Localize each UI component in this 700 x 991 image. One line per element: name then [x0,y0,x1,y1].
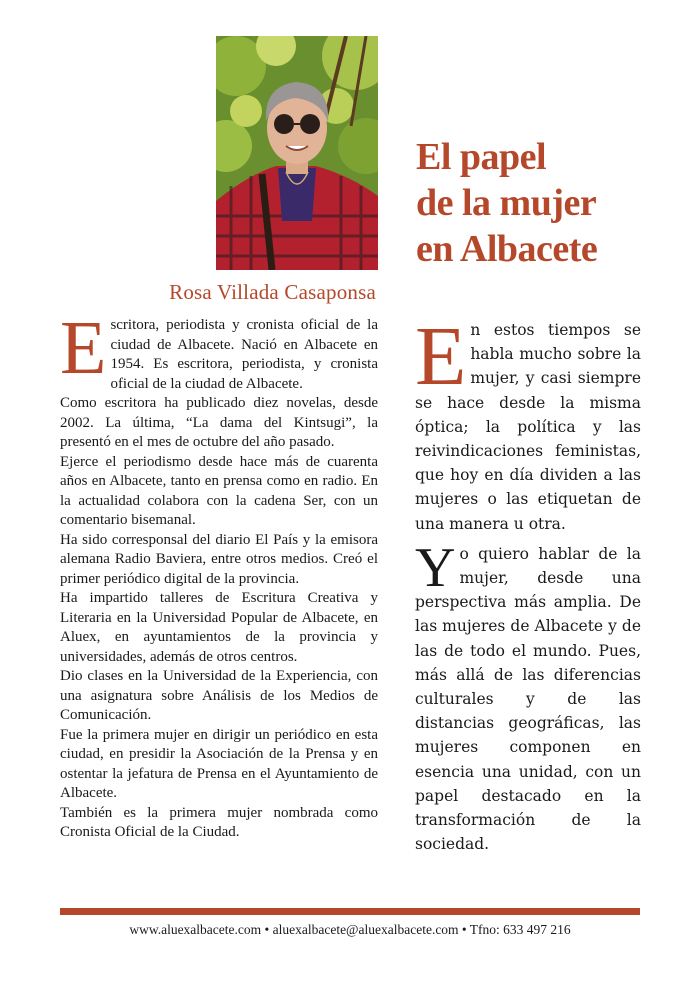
bio-intro-text: scritora, periodista y cronista oficial de la ciudad de Albacete. Nació en Albacete en 1954. Es escritora, periodista, y cronista oficial de la ciudad de Albacete. [110,317,378,392]
bio-paragraph: Como escritora ha publicado diez novelas, desde 2002. La última, “La dama del Kintsugi”, la presentó en el mes de octubre del año pasado. [60,395,378,450]
title-line-2: de la mujer [416,182,597,224]
body-paragraph-2-text: o quiero hablar de la mujer, desde una perspectiva más amplia. De las mujeres de Albacete y de las de todo el mundo. Pues, más allá de las diferencias culturales y de las distancias geográficas, las mujeres componen en esencia una unidad, con un papel destacado en la transformación de la sociedad. [415,544,641,854]
footer-contact: www.aluexalbacete.com • aluexalbacete@aluexalbacete.com • Tfno: 633 497 216 [129,922,571,937]
body-dropcap-1: E [415,310,467,403]
article-body [415,310,641,856]
title-line-3: en Albacete [416,228,598,270]
body-paragraph-1 [415,310,641,536]
body-paragraph-2 [415,536,641,857]
bio-paragraph: Ha sido corresponsal del diario El País y la emisora alemana Radio Baviera, entre otros medios. Creó el primer periódico digital de la provincia. [60,531,378,587]
body-paragraph-1-text: n estos tiempos se habla mucho sobre la mujer, y casi siempre se hace desde la misma óptica; la política y las reivindicaciones feministas, que hoy en día dividen a las mujeres o las etiquetan de una manera u otra. [415,321,641,533]
bio-dropcap: E [60,306,107,390]
title-line-1: El papel [416,136,547,178]
bio-paragraph: También es la primera mujer nombrada como Cronista Oficial de la Ciudad. [60,804,378,840]
bio-paragraph: Fue la primera mujer en dirigir un periódico en esta ciudad, en presidir la Asociación de la Prensa y en ostentar la jefatura de Prensa en el Ayuntamiento de Albacete. [60,726,378,801]
author-photo [216,36,378,270]
article-title [416,134,676,272]
author-name: Rosa Villada Casaponsa [169,280,376,304]
bio-paragraph: Ha impartido talleres de Escritura Creativa y Literaria en la Universidad Popular de Albacete, en Aluex, en ayuntamientos de la provincia y universidades, además de otros centros. [60,590,378,665]
author-biography [60,306,378,843]
bio-paragraph: Dio clases en la Universidad de la Experiencia, con una asignatura sobre Análisis de los Medios de Comunicación. [60,668,378,723]
footer-rule [60,908,640,915]
bio-paragraph: Ejerce el periodismo desde hace más de cuarenta años en Albacete, tanto en prensa como en radio. En la actualidad colabora con la cadena Ser, con un comentario bisemanal. [60,453,378,528]
body-dropcap-2: Y [415,536,456,599]
bio-paragraph-intro [60,306,378,394]
